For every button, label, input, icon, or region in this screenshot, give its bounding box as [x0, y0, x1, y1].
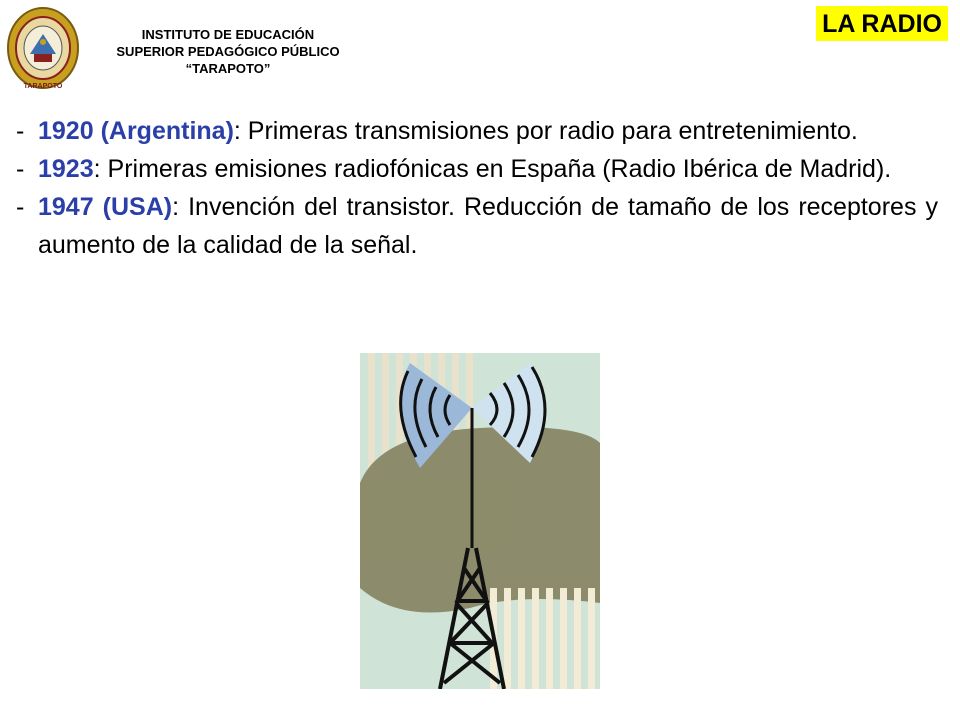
timeline-country: (USA): [102, 193, 173, 221]
timeline-list: [16, 112, 938, 264]
institute-name: [78, 26, 378, 77]
institute-line-3: “TARAPOTO”: [185, 61, 271, 76]
timeline-separator: :: [172, 193, 180, 221]
timeline-item-text: [38, 150, 938, 188]
timeline-item-1923: [16, 150, 938, 188]
timeline-item-text: [38, 112, 938, 150]
timeline-year: 1920: [38, 117, 94, 145]
page-title: LA RADIO: [816, 6, 948, 41]
timeline-separator: :: [93, 155, 101, 183]
radio-tower-icon: [360, 353, 600, 689]
institute-line-1: INSTITUTO DE EDUCACIÓN: [141, 27, 315, 42]
bullet-dash: -: [16, 155, 25, 183]
timeline-country: (Argentina): [100, 117, 234, 145]
timeline-year: 1947: [38, 193, 94, 221]
timeline-separator: :: [233, 117, 241, 145]
svg-text:TARAPOTO: TARAPOTO: [23, 83, 63, 90]
timeline-description: Primeras emisiones radiofónicas en España (Radio Ibérica de Madrid).: [100, 155, 892, 183]
institute-line-2: SUPERIOR PEDAGÓGICO PÚBLICO: [116, 44, 340, 59]
timeline-item-text: [38, 188, 938, 264]
timeline-description: Invención del transistor. Reducción de tamaño de los receptores y aumento de la calidad de la señal.: [38, 193, 938, 259]
timeline-year: 1923: [38, 155, 94, 183]
timeline-item-1920: [16, 112, 938, 150]
institute-seal-icon: [6, 4, 80, 96]
bullet-dash: -: [16, 117, 25, 145]
timeline-description: Primeras transmisiones por radio para entretenimiento.: [240, 117, 858, 145]
timeline-item-1947: [16, 188, 938, 264]
bullet-dash: -: [16, 193, 25, 221]
